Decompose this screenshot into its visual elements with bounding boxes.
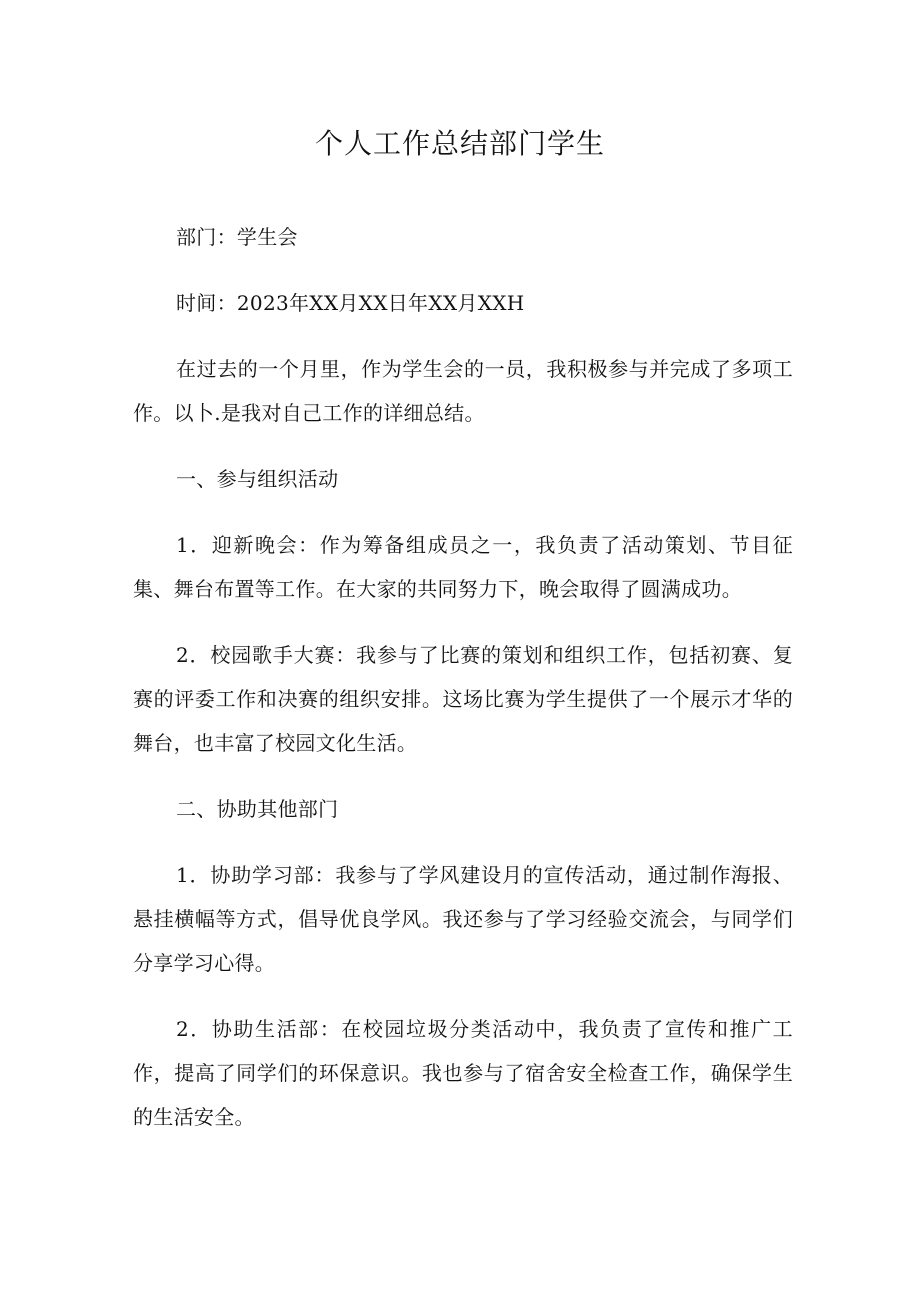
document-body (133, 215, 793, 1161)
section-1-item-2: 2．校园歌手大赛：我参与了比赛的策划和组织工作，包括初赛、复赛的评委工作和决赛的组织安排。这场比赛为学生提供了一个展示才华的舞台，也丰富了校园文化生活。 (133, 643, 793, 755)
department-line: 部门：学生会 (176, 225, 298, 249)
section-2-item-1: 1．协助学习部：我参与了学风建设月的宣传活动，通过制作海报、悬挂横幅等方式，倡导优良学风。我还参与了学习经验交流会，与同学们分享学习心得。 (133, 863, 793, 975)
intro-paragraph: 在过去的一个月里，作为学生会的一员，我积极参与并完成了多项工作。以卜.是我对自己工作的详细总结。 (133, 357, 793, 425)
section-1-item-1: 1．迎新晚会：作为筹备组成员之一，我负责了活动策划、节目征集、舞台布置等工作。在大家的共同努力下，晚会取得了圆满成功。 (133, 533, 793, 601)
section-2-item-2: 2．协助生活部：在校园垃圾分类活动中，我负责了宣传和推广工作，提高了同学们的环保意识。我也参与了宿舍安全检查工作，确保学生的生活安全。 (133, 1017, 793, 1129)
document-title: 个人工作总结部门学生 (314, 127, 605, 160)
section-2-heading: 二、协助其他部门 (176, 797, 339, 821)
time-line: 时间：2023年XX月XX日年XX月XXH (176, 291, 525, 315)
section-1-heading: 一、参与组织活动 (176, 467, 339, 491)
